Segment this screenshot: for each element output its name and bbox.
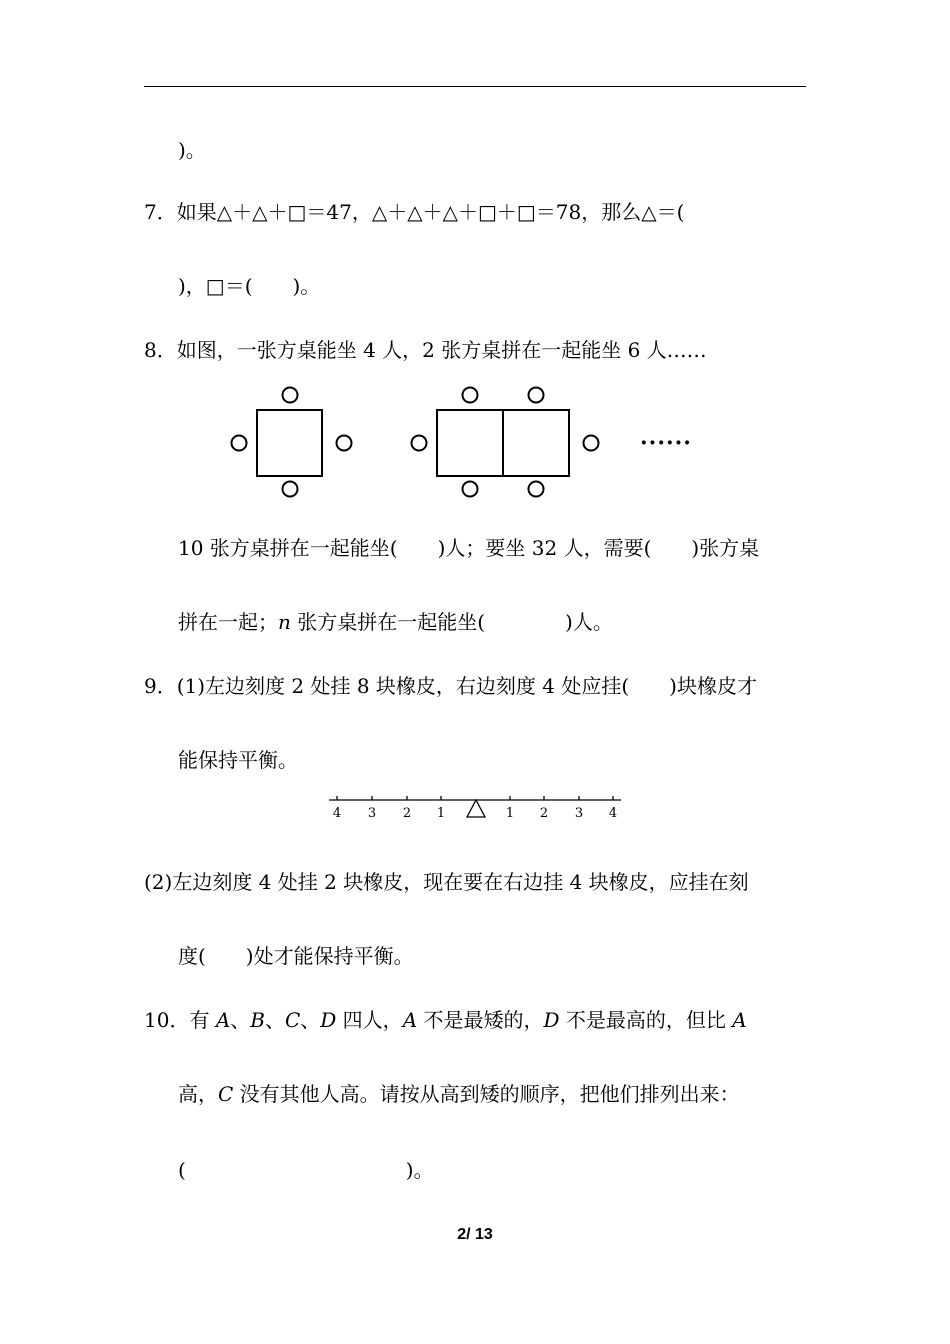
q8-line2-a: 拼在一起； (178, 610, 278, 634)
seat-circle (337, 436, 352, 451)
fulcrum-triangle (467, 800, 485, 817)
q9-part2-line2: 度( )处才能保持平衡。 (178, 944, 414, 968)
scale-label: 1 (505, 806, 515, 821)
seat-circle (529, 388, 544, 403)
header-rule (144, 86, 806, 87)
q9-line1: 9．(1)左边刻度 2 处挂 8 块橡皮，右边刻度 4 处应挂( )块橡皮才 (144, 674, 757, 698)
single-table (257, 410, 322, 476)
variable-n: n (278, 610, 291, 634)
q10-line1 (144, 1006, 747, 1034)
var-c: C (218, 1082, 234, 1106)
q7-line2: )，□＝( )。 (178, 274, 321, 298)
q9-line2: 能保持平衡。 (178, 748, 298, 772)
seat-circle (463, 482, 478, 497)
q7-line1: 7．如果△＋△＋□＝47，△＋△＋△＋□＋□＝78，那么△＝( (144, 200, 685, 224)
q10-l2-a: 高， (178, 1082, 218, 1106)
figure-ellipsis: ······ (640, 430, 692, 456)
scale-label: 3 (574, 806, 584, 821)
q8-intro: 8．如图，一张方桌能坐 4 人，2 张方桌拼在一起能坐 6 人…… (144, 338, 707, 362)
q10-l1-a: 10．有 (144, 1008, 216, 1032)
var-d: D (543, 1008, 560, 1032)
seat-circle (463, 388, 478, 403)
scale-label: 3 (367, 806, 377, 821)
q10-sep: 、 (230, 1008, 251, 1032)
var-a: A (402, 1008, 418, 1032)
q8-line1 (178, 534, 806, 562)
q10-l1-b: 四人， (336, 1008, 403, 1032)
scale-label: 1 (436, 806, 446, 821)
seat-circle (283, 482, 298, 497)
seat-circle (232, 436, 247, 451)
scale-label: 4 (332, 806, 342, 821)
var-c: C (284, 1008, 301, 1032)
scale-label: 4 (608, 806, 618, 821)
seat-circle (412, 436, 427, 451)
var-a: A (732, 1008, 747, 1032)
scale-label: 2 (539, 806, 549, 821)
seat-circle (584, 436, 599, 451)
q10-l1-d: 不是最高的，但比 (559, 1008, 733, 1032)
var-a: A (215, 1008, 231, 1032)
seat-circle (283, 388, 298, 403)
q10-answer-blank: ( )。 (178, 1158, 434, 1182)
q10-l2-b: 没有其他人高。请按从高到矮的顺序，把他们排列出来： (233, 1082, 740, 1106)
seat-circle (529, 482, 544, 497)
var-d: D (320, 1008, 337, 1032)
scale-label: 2 (402, 806, 412, 821)
var-b: B (250, 1008, 265, 1032)
table-seating-figure (225, 382, 725, 502)
q8-line2-b: 张方桌拼在一起能坐( )人。 (290, 610, 613, 634)
q8-line1-text: 10 张方桌拼在一起能坐( )人；要坐 32 人，需要( )张方桌 (178, 536, 760, 560)
q10-sep: 、 (300, 1008, 321, 1032)
q10-sep: 、 (264, 1008, 285, 1032)
q6-tail: )。 (178, 138, 206, 162)
q8-line2 (178, 608, 613, 636)
q9-part2-line1: (2)左边刻度 4 处挂 2 块橡皮，现在要在右边挂 4 块橡皮，应挂在刻 (144, 870, 749, 894)
page-number: 2/ 13 (457, 1226, 493, 1243)
q10-l1-c: 不是最矮的， (417, 1008, 544, 1032)
balance-scale-figure (325, 790, 625, 824)
q10-line2 (178, 1080, 740, 1108)
